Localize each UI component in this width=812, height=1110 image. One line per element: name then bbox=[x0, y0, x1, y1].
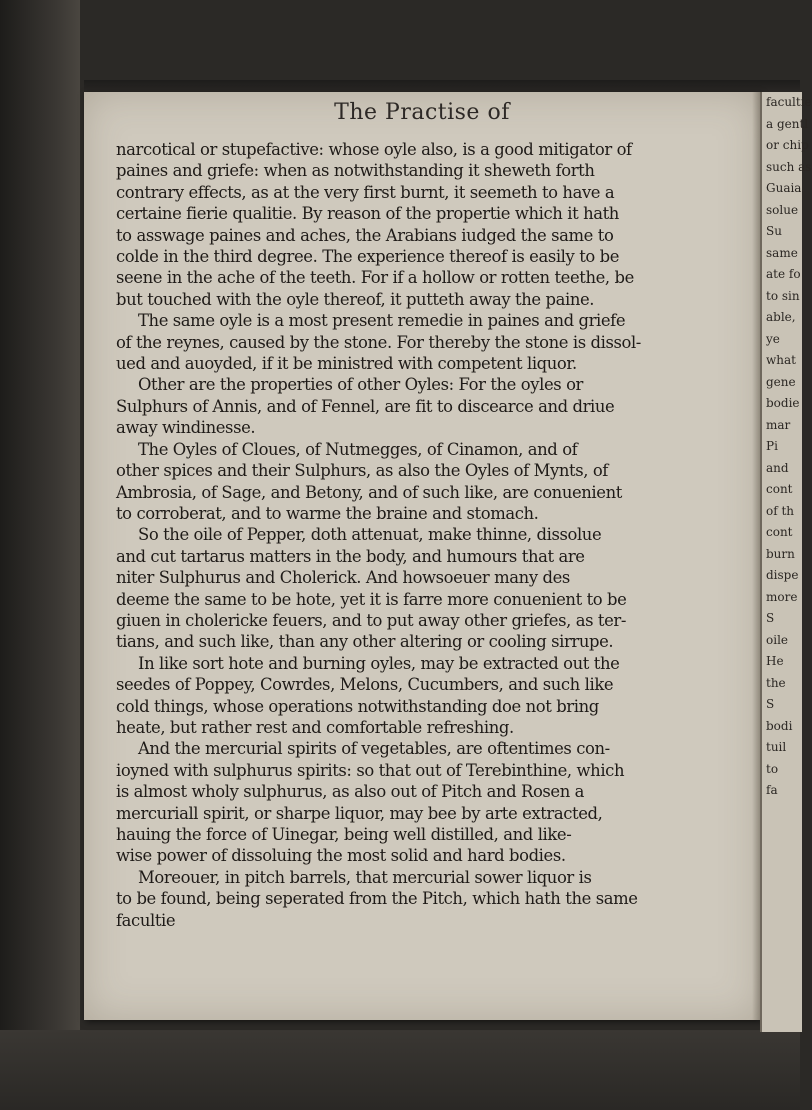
facing-page-line: oile bbox=[766, 632, 789, 647]
facing-page-line: of th bbox=[766, 503, 795, 518]
text-line: is almost wholy sulphurus, as also out of Pitch and Rosen a bbox=[116, 782, 585, 802]
facing-page-line: Su bbox=[766, 224, 782, 238]
text-line: So the oile of Pepper, doth attenuat, make thinne, dissolue bbox=[138, 525, 602, 545]
facing-page-line: the bbox=[766, 675, 786, 690]
text-line: to asswage paines and aches, the Arabians iudged the same to bbox=[116, 225, 614, 245]
text-line: but touched with the oyle thereof, it putteth away the paine. bbox=[116, 289, 595, 309]
text-line: Sulphurs of Annis, and of Fennel, are fit to discearce and driue bbox=[116, 396, 615, 416]
facing-page-line: or chip bbox=[766, 138, 809, 152]
text-line: wise power of dissoluing the most solid and hard bodies. bbox=[116, 846, 566, 866]
facing-page-line: such as bbox=[766, 159, 812, 174]
text-line: The same oyle is a most present remedie in paines and griefe bbox=[138, 311, 626, 331]
facing-page-line: Pi bbox=[766, 439, 778, 453]
facing-page-line: and bbox=[766, 460, 789, 475]
text-line: The Oyles of Cloues, of Nutmegges, of Cinamon, and of bbox=[138, 439, 578, 459]
facing-page-line: what bbox=[766, 353, 796, 367]
facing-page-line: facultie bbox=[766, 95, 812, 109]
text-line: seedes of Poppey, Cowrdes, Melons, Cucumbers, and such like bbox=[116, 675, 614, 695]
facing-page-line: bodie bbox=[766, 396, 800, 410]
text-line: contrary effects, as at the very first burnt, it seemeth to have a bbox=[116, 182, 615, 202]
text-line: away windinesse. bbox=[116, 418, 256, 438]
facing-page-line: mar bbox=[766, 417, 791, 432]
scanner-backdrop-left bbox=[0, 0, 80, 1110]
text-line: facultie bbox=[116, 910, 176, 930]
text-line: to be found, being seperated from the Pitch, which hath the same bbox=[116, 889, 638, 909]
text-line: In like sort hote and burning oyles, may be extracted out the bbox=[138, 653, 620, 673]
facing-page-line: dispe bbox=[766, 568, 799, 582]
facing-page-line: fa bbox=[766, 783, 778, 797]
text-line: heate, but rather rest and comfortable refreshing. bbox=[116, 717, 514, 737]
text-line: Moreouer, in pitch barrels, that mercurial sower liquor is bbox=[138, 867, 592, 887]
facing-page-line: cont bbox=[766, 525, 793, 539]
body-text bbox=[116, 139, 736, 931]
facing-page-line: S bbox=[766, 611, 775, 625]
text-line: narcotical or stupefactive: whose oyle also, is a good mitigator of bbox=[116, 140, 632, 159]
facing-page-line: ate fo bbox=[766, 267, 801, 281]
facing-page-line: Guaia bbox=[766, 181, 802, 195]
facing-page-line: same bbox=[766, 245, 798, 260]
text-line: other spices and their Sulphurs, as also the Oyles of Mynts, of bbox=[116, 461, 608, 481]
facing-page-line: ye bbox=[766, 331, 780, 346]
text-line: certaine fierie qualitie. By reason of the propertie which it hath bbox=[116, 204, 619, 224]
text-line: deeme the same to be hote, yet it is farre more conuenient to be bbox=[116, 589, 627, 609]
text-line: hauing the force of Uinegar, being well distilled, and like- bbox=[116, 825, 572, 844]
facing-page-line: gene bbox=[766, 374, 796, 389]
facing-page-line: cont bbox=[766, 482, 793, 496]
facing-page-line: to bbox=[766, 761, 779, 776]
facing-page-line: more bbox=[766, 589, 798, 604]
text-line: colde in the third degree. The experience thereof is easily to be bbox=[116, 247, 620, 267]
running-head: The Practise of bbox=[334, 100, 510, 125]
text-line: seene in the ache of the teeth. For if a hollow or rotten teethe, be bbox=[116, 268, 634, 288]
facing-page-line: to sin bbox=[766, 288, 800, 303]
scanner-backdrop-bottom bbox=[0, 1030, 800, 1110]
text-line: of the reynes, caused by the stone. For thereby the stone is dissol- bbox=[116, 332, 641, 352]
text-line: And the mercurial spirits of vegetables, are oftentimes con- bbox=[138, 739, 610, 759]
page-gutter-shadow bbox=[752, 92, 760, 1020]
text-line: mercuriall spirit, or sharpe liquor, may bee by arte extracted, bbox=[116, 803, 603, 823]
text-line: Ambrosia, of Sage, and Betony, and of such like, are conuenient bbox=[116, 482, 622, 502]
facing-page-line: S bbox=[766, 697, 775, 711]
facing-page-line: solue bbox=[766, 202, 799, 217]
text-line: niter Sulphurus and Cholerick. And howsoeuer many des bbox=[116, 568, 570, 588]
facing-page-line: able, bbox=[766, 310, 796, 324]
text-line: paines and griefe: when as notwithstanding it sheweth forth bbox=[116, 161, 595, 181]
text-line: ioyned with sulphurus spirits: so that out of Terebinthine, which bbox=[116, 760, 625, 780]
text-line: ued and auoyded, if it be ministred with competent liquor. bbox=[116, 354, 577, 374]
text-line: tians, and such like, than any other altering or cooling sirrupe. bbox=[116, 632, 614, 652]
text-line: to corroberat, and to warme the braine and stomach. bbox=[116, 503, 539, 523]
text-line: giuen in cholericke feuers, and to put away other griefes, as ter- bbox=[116, 610, 626, 630]
facing-page-line: bodi bbox=[766, 718, 793, 733]
facing-page-line: tuil bbox=[766, 740, 787, 754]
facing-page-fragment bbox=[760, 92, 812, 1032]
facing-page-line: burn bbox=[766, 546, 795, 561]
facing-page-line: He bbox=[766, 654, 784, 668]
text-line: and cut tartarus matters in the body, and humours that are bbox=[116, 546, 585, 566]
text-line: cold things, whose operations notwithstanding doe not bring bbox=[116, 696, 599, 716]
text-line: Other are the properties of other Oyles: For the oyles or bbox=[138, 375, 583, 395]
facing-page-line: a gentl bbox=[766, 116, 809, 131]
